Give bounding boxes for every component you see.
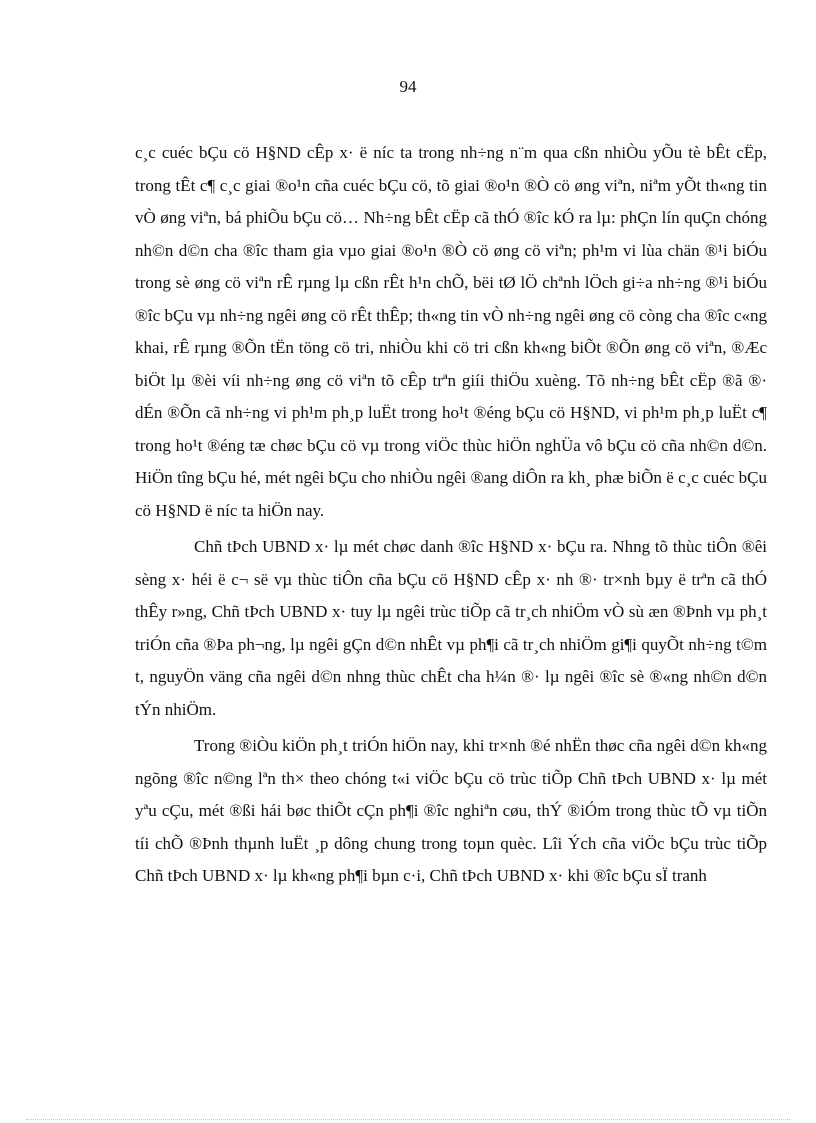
paragraph-2: Chñ tÞch UBND x· lµ mét chøc danh ®îc H§ND x· bÇu ra. Nhng tõ thùc tiÔn ®êi sèng x· héi ë c¬ së vµ thùc tiÔn cña bÇu cö H§ND cÊp x· nh ®· tr×nh bµy ë trªn cã thÓ thÊy r»ng, Chñ tÞch UBND x· tuy lµ ngêi trùc tiÕp cã tr¸ch nhiÖm vÒ sù æn ®Þnh vµ ph¸t triÓn cña ®Þa ph¬ng, lµ ngêi gÇn d©n nhÊt vµ ph¶i cã tr¸ch nhiÖm gi¶i quyÕt nh÷ng t©m t, nguyÖn väng cña ngêi d©n nhng thùc chÊt cha h¼n ®· lµ ngêi ®îc sè ®«ng nh©n d©n tÝn nhiÖm. [135,537,767,719]
page-number: 94 [399,77,417,96]
page-edge-divider [26,1119,790,1120]
paragraph-1: c¸c cuéc bÇu cö H§ND cÊp x· ë níc ta trong nh÷ng n¨m qua cßn nhiÒu yÕu tè bÊt cËp, trong tÊt c¶ c¸c giai ®o¹n cña cuéc bÇu cö, tõ giai ®o¹n ®Ò cö øng viªn, niªm yÕt th«ng tin vÒ øng viªn, bá phiÕu bÇu cö… Nh÷ng bÊt cËp cã thÓ ®îc kÓ ra lµ: phÇn lín quÇn chóng nh©n d©n cha ®îc tham gia vµo giai ®o¹n ®Ò cö øng cö viªn; ph¹m vi lùa chän ®¹i biÓu trong sè øng cö viªn rÊ rµng lµ cßn rÊt h¹n chÕ, bëi tØ lÖ chªnh lÖch gi÷a nh÷ng ®¹i biÓu ®îc bÇu vµ nh÷ng ngêi øng cö rÊt thÊp; th«ng tin vÒ nh÷ng ngêi øng cö còng cha ®îc c«ng khai, rÊ rµng ®Õn tËn töng cö tri, nhiÒu khi cö tri cßn kh«ng biÕt ®Õn øng cö viªn, ®Æc biÖt lµ ®èi víi nh÷ng øng cö viªn tõ cÊp trªn giíi thiÖu xuèng. Tõ nh÷ng bÊt cËp ®ã ®· dÉn ®Õn cã nh÷ng vi ph¹m ph¸p luËt trong ho¹t ®éng bÇu cö H§ND, vi ph¹m ph¸p luËt c¶ trong ho¹t ®éng tæ chøc bÇu cö vµ trong viÖc thùc hiÖn nghÜa vô bÇu cö cña nh©n d©n. HiÖn tîng bÇu hé, mét ngêi bÇu cho nhiÒu ngêi ®ang diÔn ra kh¸ phæ biÕn ë c¸c cuéc bÇu cö H§ND ë níc ta hiÖn nay. [135,143,767,520]
body-text [135,137,767,893]
paragraph-3: Trong ®iÒu kiÖn ph¸t triÓn hiÖn nay, khi tr×nh ®é nhËn thøc cña ngêi d©n kh«ng ngõng ®îc n©ng lªn th× theo chóng t«i viÖc bÇu cö trùc tiÕp Chñ tÞch UBND x· lµ mét yªu cÇu, mét ®ßi hái bøc thiÕt cÇn ph¶i ®îc nghiªn cøu, thÝ ®iÓm trong thùc tÕ vµ tiÕn tíi chÕ ®Þnh thµnh luËt ¸p dông chung trong toµn quèc. Lîi Ých cña viÖc bÇu trùc tiÕp Chñ tÞch UBND x· lµ kh«ng ph¶i bµn c·i, Chñ tÞch UBND x· khi ®îc bÇu sÏ tranh [135,736,767,885]
